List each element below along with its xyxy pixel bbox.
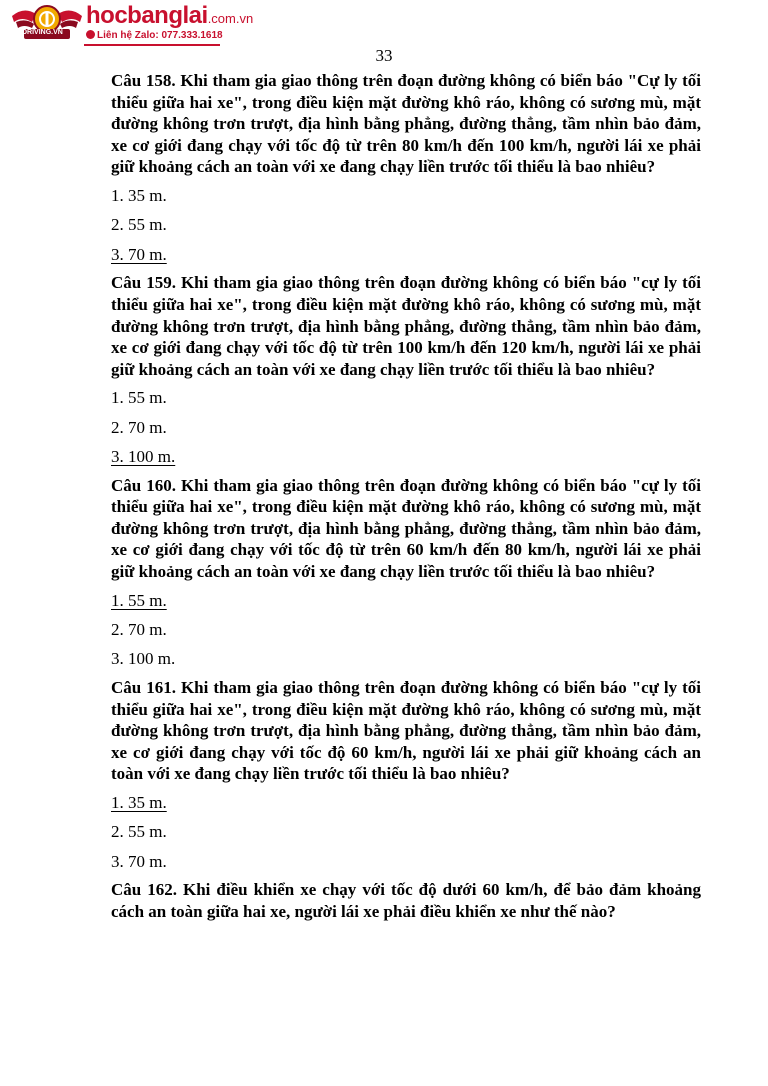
question-160: Câu 160. Khi tham gia giao thông trên đoạn đường không có biển báo "cự ly tối thiểu giữa hai xe", trong điều kiện mặt đường khô ráo, không có sương mù, mặt đường không trơn trượt, địa hình bằng phẳng, đường thẳng, tầm nhìn bảo đảm, xe cơ giới đang chạy với tốc độ từ trên 60 km/h đến 80 km/h, người lái xe phải giữ khoảng cách an toàn với xe đang chạy liền trước tối thiểu là bao nhiêu? bbox=[111, 475, 701, 582]
site-name bbox=[86, 2, 253, 30]
brand-header bbox=[0, 0, 260, 48]
answer-158-1: 1. 35 m. bbox=[111, 185, 167, 205]
site-name-main: hocbanglai bbox=[86, 2, 208, 29]
page-number: 33 bbox=[375, 46, 393, 65]
driving-logo-icon bbox=[10, 2, 84, 42]
site-tld: .com.vn bbox=[207, 11, 254, 26]
answer-159-3-correct: 3. 100 m. bbox=[111, 447, 176, 467]
contact-text: Liên hệ Zalo: 077.333.1618 bbox=[97, 30, 223, 41]
answer-158-3-correct: 3. 70 m. bbox=[111, 244, 167, 264]
answer-161-3: 3. 70 m. bbox=[111, 851, 167, 871]
question-161: Câu 161. Khi tham gia giao thông trên đoạn đường không có biển báo "cự ly tối thiểu giữa hai xe", trong điều kiện mặt đường khô ráo, không có sương mù, mặt đường không trơn trượt, địa hình bằng phẳng, đường thẳng, tầm nhìn bảo đảm, xe cơ giới đang chạy với tốc độ 60 km/h, người lái xe phải giữ khoảng cách an toàn với xe đang chạy liền trước tối thiểu là bao nhiêu? bbox=[111, 678, 701, 784]
answer-158-2: 2. 55 m. bbox=[111, 215, 167, 235]
question-159: Câu 159. Khi tham gia giao thông trên đoạn đường không có biển báo "cự ly tối thiểu giữa hai xe", trong điều kiện mặt đường khô ráo, không có sương mù, mặt đường không trơn trượt, địa hình bằng phẳng, đường thẳng, tầm nhìn bảo đảm, xe cơ giới đang chạy với tốc độ từ trên 100 km/h đến 120 km/h, người lái xe phải giữ khoảng cách an toàn với xe đang chạy liền trước tối thiểu là bao nhiêu? bbox=[111, 273, 701, 379]
logo-text: DRIVING.VN bbox=[22, 29, 63, 36]
question-162: Câu 162. Khi điều khiển xe chạy với tốc độ dưới 60 km/h, để bảo đảm khoảng cách an toàn giữa hai xe, người lái xe phải điều khiển xe như thế nào? bbox=[111, 880, 701, 921]
answer-160-2: 2. 70 m. bbox=[111, 620, 167, 640]
answer-160-3: 3. 100 m. bbox=[111, 649, 176, 669]
question-list bbox=[111, 70, 701, 923]
phone-icon bbox=[86, 30, 95, 39]
answer-160-1-correct: 1. 55 m. bbox=[111, 590, 167, 610]
answer-159-1: 1. 55 m. bbox=[111, 388, 167, 408]
answer-159-2: 2. 70 m. bbox=[111, 417, 167, 437]
question-158: Câu 158. Khi tham gia giao thông trên đoạn đường không có biển báo "Cự ly tối thiểu giữa hai xe", trong điều kiện mặt đường khô ráo, không có sương mù, mặt đường không trơn trượt, địa hình bằng phẳng, đường thẳng, tầm nhìn bảo đảm, xe cơ giới đang chạy với tốc độ từ trên 80 km/h đến 100 km/h, người lái xe phải giữ khoảng cách an toàn với xe đang chạy liền trước tối thiểu là bao nhiêu? bbox=[111, 71, 701, 177]
contact-line bbox=[86, 30, 223, 41]
answer-161-2: 2. 55 m. bbox=[111, 822, 167, 842]
answer-161-1-correct: 1. 35 m. bbox=[111, 793, 167, 812]
